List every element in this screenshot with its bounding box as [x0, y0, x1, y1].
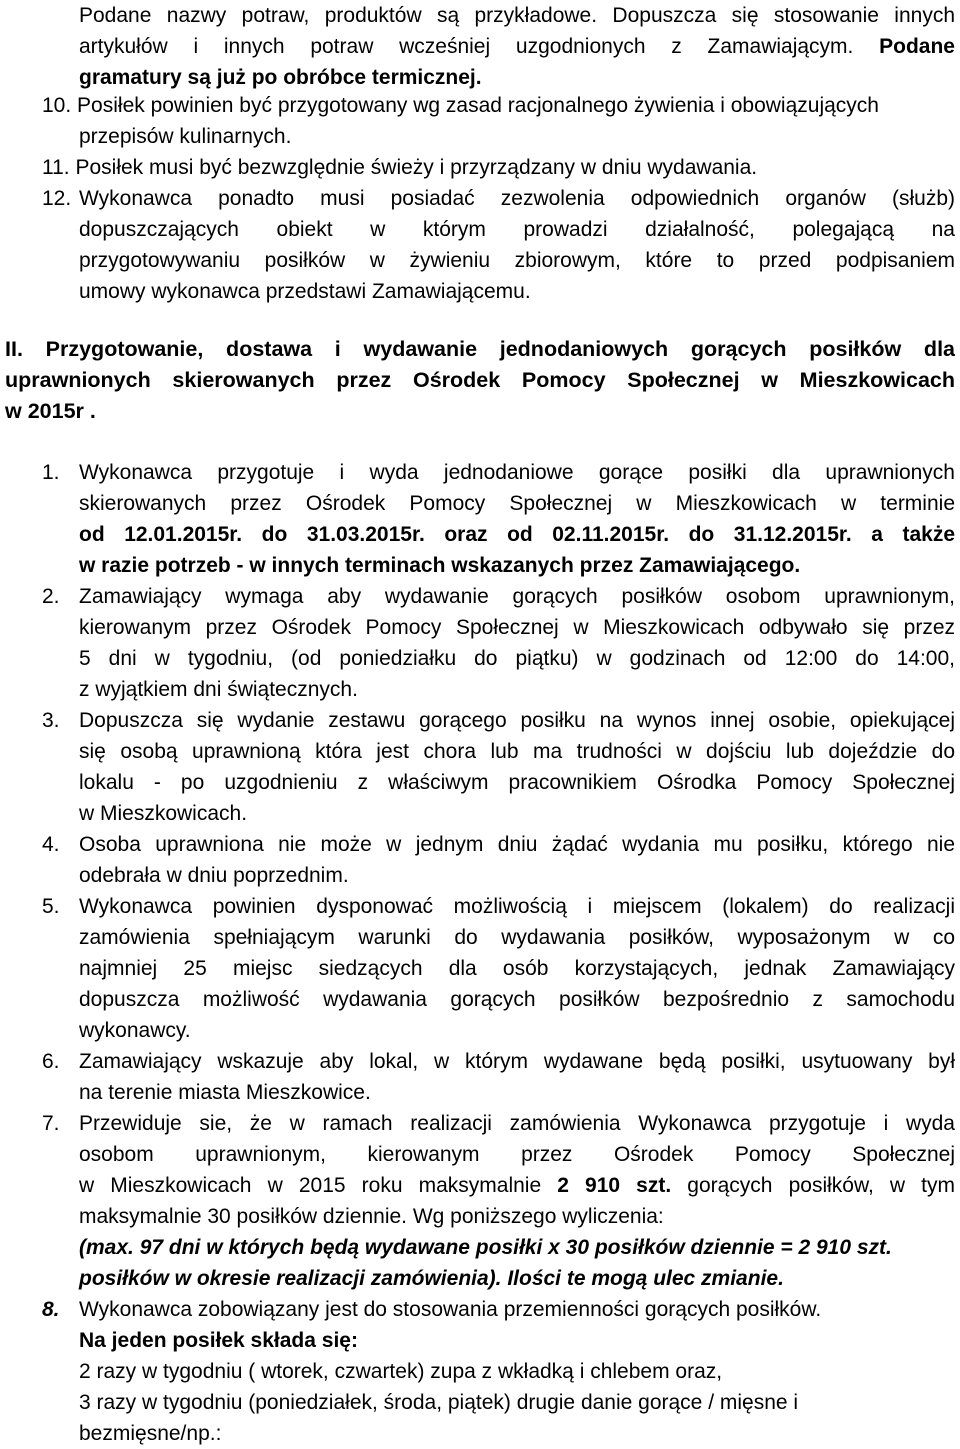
list-item — [0, 705, 960, 829]
item-text: na terenie miasta Mieszkowice. — [79, 1081, 371, 1104]
calculation-text: posiłków w okresie realizacji zamówienia). Ilości te mogą ulec zmianie. — [79, 1267, 784, 1290]
list-item — [0, 1108, 960, 1294]
item-text: lokalu - po uzgodnieniu z właściwym pracownikiem Ośrodka Pomocy Społecznej — [79, 771, 955, 794]
item-text-bold: w razie potrzeb - w innych terminach wskazanych przez Zamawiającego. — [79, 554, 801, 577]
list-item — [0, 891, 960, 1046]
item-number: 4. — [42, 833, 60, 856]
item-text: kierowanym przez Ośrodek Pomocy Społecznej w Mieszkowicach odbywało się przez — [79, 616, 955, 639]
item-number: 2. — [42, 585, 60, 608]
item-text: Posiłek powinien być przygotowany wg zasad racjonalnego żywienia i obowiązujących — [77, 94, 879, 117]
intro-line: gramatury są już po obróbce termicznej. — [79, 66, 482, 89]
item-text: Wykonawca zobowiązany jest do stosowania przemienności gorących posiłków. — [79, 1298, 822, 1321]
item-number: 5. — [42, 895, 60, 918]
intro-bold-word: Podane — [879, 35, 955, 58]
item-number: 3. — [42, 709, 60, 732]
item-text: Przewiduje sie, że w ramach realizacji zamówienia Wykonawca przygotuje i wyda — [79, 1112, 955, 1135]
item-text: Wykonawca przygotuje i wyda jednodaniowe gorące posiłki dla uprawnionych — [79, 461, 955, 484]
item-text: skierowanych przez Ośrodek Pomocy Społecznej w Mieszkowicach w terminie — [79, 492, 955, 515]
list-item — [0, 1294, 960, 1449]
calculation-text: (max. 97 dni w których będą wydawane posiłki x 30 posiłków dziennie = 2 910 szt. — [79, 1236, 892, 1259]
item-number: 11. — [42, 156, 70, 179]
item-text: dopuszcza możliwość wydawania gorących posiłków bezpośrednio z samochodu — [79, 988, 955, 1011]
item-text: w Mieszkowicach w 2015 roku maksymalnie 2 910 szt. gorących posiłków, w tym — [79, 1174, 955, 1197]
section-heading-line: w 2015r . — [5, 399, 96, 423]
item-text: umowy wykonawca przedstawi Zamawiającemu. — [79, 280, 531, 303]
item-number: 10. — [42, 94, 72, 117]
intro-line: Podane nazwy potraw, produktów są przykładowe. Dopuszcza się stosowanie innych — [79, 4, 955, 27]
item-text: 3 razy w tygodniu (poniedziałek, środa, piątek) drugie danie gorące / mięsne i — [79, 1391, 799, 1414]
item-text: 2 razy w tygodniu ( wtorek, czwartek) zupa z wkładką i chlebem oraz, — [79, 1360, 723, 1383]
item-text: osobom uprawnionym, kierowanym przez Ośrodek Pomocy Społecznej — [79, 1143, 955, 1166]
item-text: Wykonawca ponadto musi posiadać zezwolenia odpowiednich organów (służb) — [79, 187, 955, 210]
item-text: wykonawcy. — [79, 1019, 191, 1042]
intro-paragraph — [79, 0, 955, 93]
list-item — [42, 152, 955, 183]
item-text: Dopuszcza się wydanie zestawu gorącego posiłku na wynos innej osobie, opiekującej — [79, 709, 955, 732]
list-item — [0, 581, 960, 705]
item-text: Zamawiający wymaga aby wydawanie gorących posiłków osobom uprawnionym, — [79, 585, 955, 608]
item-number: 7. — [42, 1112, 60, 1135]
intro-line: artykułów i innych potraw wcześniej uzgodnionych z Zamawiającym. Podane — [79, 35, 955, 58]
list-item — [0, 457, 960, 581]
item-text: zamówienia spełniającym warunki do wydawania posiłków, wyposażonym w co — [79, 926, 955, 949]
item-text: odebrała w dniu poprzednim. — [79, 864, 349, 887]
item-text: Zamawiający wskazuje aby lokal, w którym wydawane będą posiłki, usytuowany był — [79, 1050, 955, 1073]
item-text: Posiłek musi być bezwzględnie świeży i przyrządzany w dniu wydawania. — [75, 156, 758, 179]
section-heading-line: uprawnionych skierowanych przez Ośrodek Pomocy Społecznej w Mieszkowicach — [5, 368, 955, 392]
item-text: 5 dni w tygodniu, (od poniedziałku do piątku) w godzinach od 12:00 do 14:00, — [79, 647, 955, 670]
section-heading — [5, 334, 955, 427]
item-text: z wyjątkiem dni świątecznych. — [79, 678, 358, 701]
list-item — [0, 829, 960, 891]
item-text: Osoba uprawniona nie może w jednym dniu żądać wydania mu posiłku, którego nie — [79, 833, 955, 856]
item-number: 8. — [42, 1298, 60, 1321]
item-text: Wykonawca powinien dysponować możliwością i miejscem (lokalem) do realizacji — [79, 895, 955, 918]
item-text: w Mieszkowicach. — [79, 802, 248, 825]
list-item — [42, 183, 955, 307]
list-item — [0, 1046, 960, 1108]
item-text: przygotowywaniu posiłków w żywieniu zbiorowym, które to przed podpisaniem — [79, 249, 955, 272]
quantity-bold: 2 910 szt. — [557, 1174, 672, 1197]
item-text: dopuszczających obiekt w którym prowadzi działalność, polegającą na — [79, 218, 955, 241]
section-heading-line: II. Przygotowanie, dostawa i wydawanie jednodaniowych gorących posiłków dla — [5, 337, 955, 361]
item-number: 1. — [42, 461, 60, 484]
item-number: 6. — [42, 1050, 60, 1073]
list-item — [42, 90, 955, 152]
item-subheading: Na jeden posiłek składa się: — [79, 1329, 358, 1352]
numbered-list — [0, 457, 960, 1449]
item-text: najmniej 25 miejsc siedzących dla osób korzystających, jednak Zamawiający — [79, 957, 955, 980]
item-number: 12. — [42, 187, 72, 210]
item-text: przepisów kulinarnych. — [79, 125, 292, 148]
item-text: się osobą uprawnioną która jest chora lub ma trudności w dojściu lub dojeździe do — [79, 740, 955, 763]
item-text-bold: od 12.01.2015r. do 31.03.2015r. oraz od 02.11.2015r. do 31.12.2015r. a także — [79, 523, 955, 546]
item-text: bezmięsne/np.: — [79, 1422, 222, 1445]
item-text: maksymalnie 30 posiłków dziennie. Wg poniższego wyliczenia: — [79, 1205, 664, 1228]
